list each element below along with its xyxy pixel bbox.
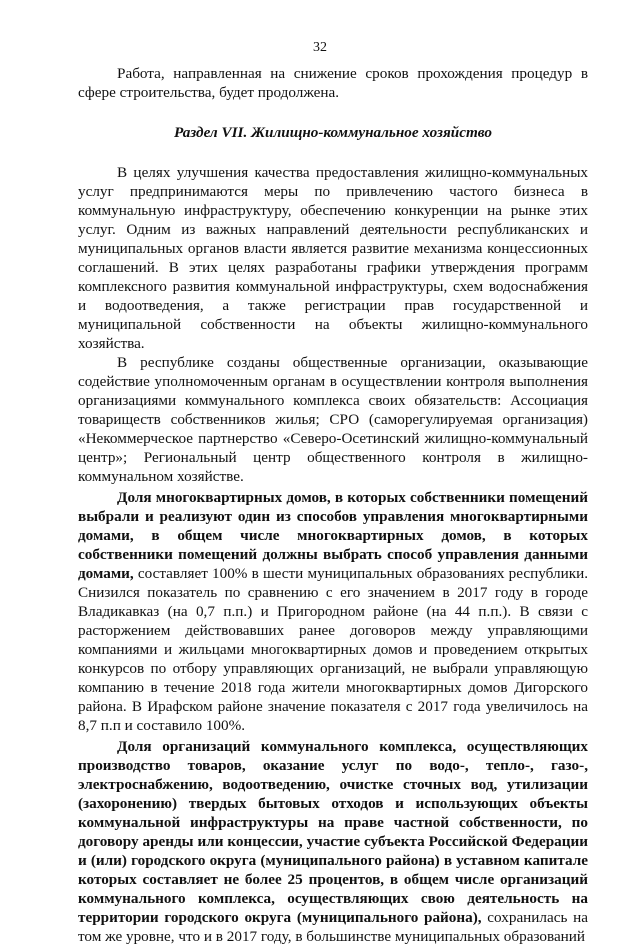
paragraph-utilities-improvement: В целях улучшения качества предоставления жилищно-коммунальных услуг предпринимаются меры по привлечению частого бизнеса в коммунальную инфраструктуру, обеспечению конкуренции на рынке этих услуг. Одним из важных направлений деятельности республиканских и муниципальных органов власти является развитие механизма концессионных соглашений. В этих целях разработаны графики утверждения программ комплексного развития коммунальной инфраструктуры, схем водоснабжения и водоотведения, а также регистрации прав государственной и муниципальной собственности на объекты жилищно-коммунального хозяйства. (78, 164, 588, 352)
paragraph-apartment-buildings (78, 488, 588, 735)
page-number: 32 (313, 40, 327, 55)
intro-paragraph: Работа, направленная на снижение сроков прохождения процедур в сфере строительства, будет продолжена. (78, 65, 588, 101)
paragraph-communal-organizations (78, 737, 588, 946)
document-body (78, 64, 588, 946)
paragraph-public-organizations: В республике созданы общественные организации, оказывающие содействие уполномоченным органам в осуществлении контроля выполнения организациями коммунального комплекса своих обязательств: Ассоциация товариществ собственников жилья; СРО (саморегулируемая организация) «Некоммерческое партнерство «Северо-Осетинский жилищно-коммунальный центр»; Региональный центр общественного контроля в жилищно-коммунальном хозяйстве. (78, 354, 588, 485)
indicator-title-apartment-buildings: Доля многоквартирных домов, в которых собственники помещений выбрали и реализуют один из способов управления многоквартирными домами, в общем числе многоквартирных домов, в которых собственники помещений должны выбрать способ управления данными домами, (78, 489, 588, 582)
section-heading: Раздел VII. Жилищно-коммунальное хозяйство (174, 124, 492, 141)
indicator-text-apartment-buildings: составляет 100% в шести муниципальных образованиях республики. Снизился показатель по сравнению с его значением в 2017 году в городе Владикавказ (на 0,7 п.п.) и Пригородном районе (на 44 п.п.). В связи с расторжением действовавших ранее договоров между управляющими компаниями и жильцами многоквартирных домов и проведением открытых конкурсов по отбору управляющих организаций, не выбрали управляющую компанию в течение 2018 года жители многоквартирных домов Дигорского района. В Ирафском районе значение показателя с 2017 года увеличилось на 8,7 п.п и составило 100%. (78, 565, 588, 734)
indicator-text-communal-organizations: сохранилась на том же уровне, что и в 2017 году, в большинстве муниципальных образований (78, 909, 588, 945)
indicator-title-communal-organizations: Доля организаций коммунального комплекса, осуществляющих производство товаров, оказание услуг по водо-, тепло-, газо-, электроснабжению, водоотведению, очистке сточных вод, утилизации (захоронению) твердых бытовых отходов и использующих объекты коммунальной инфраструктуры на праве частной собственности, по договору аренды или концессии, участие субъекта Российской Федерации и (или) городского округа (муниципального района) в уставном капитале которых составляет не более 25 процентов, в общем числе организаций коммунального комплекса, осуществляющих свою деятельность на территории городского округа (муниципального района), (78, 738, 588, 926)
